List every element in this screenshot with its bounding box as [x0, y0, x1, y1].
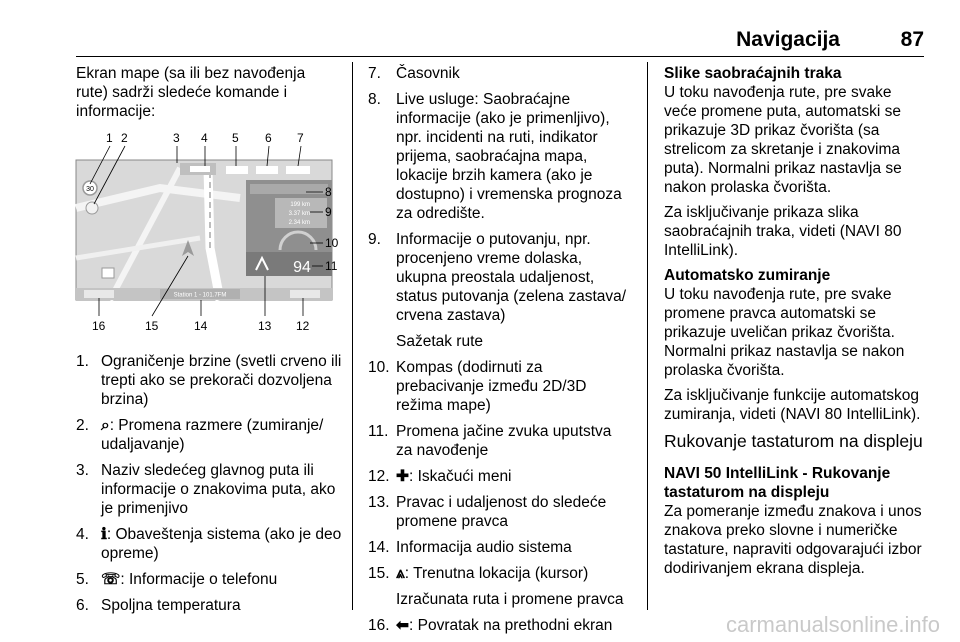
section-lane-images: [664, 64, 926, 260]
callout-9: 9: [325, 205, 332, 219]
callout-10: 10: [325, 236, 339, 250]
zoom-icon: [86, 202, 98, 214]
watermark: carmanualsonline.info: [725, 612, 940, 637]
cursor-icon: ⩓: [396, 565, 405, 582]
section-heading: Automatsko zumiranje: [664, 267, 831, 284]
search-icon: ⌕: [101, 417, 110, 434]
callout-5: 5: [232, 131, 239, 145]
column-divider-2: [647, 62, 648, 610]
callout-3: 3: [173, 131, 180, 145]
callout-2: 2: [121, 131, 128, 145]
live-services-bar: [250, 184, 328, 194]
header-rule: [76, 56, 924, 57]
intro-text: Ekran mape (sa ili bez navođenja rute) sadrži sledeće komande i informacije:: [76, 65, 306, 120]
list-item: 4. ℹ: Obaveštenja sistema (ako je deo opreme): [76, 526, 342, 562]
trip-distance-3: 2.34 km: [288, 220, 310, 226]
legend-list-1: [76, 352, 344, 622]
list-item: 16. ⬅: Povratak na prethodni ekran: [368, 617, 613, 634]
column-2: [368, 64, 632, 642]
callout-1: 1: [106, 131, 113, 145]
callout-11: 11: [325, 259, 338, 273]
clock-box: [286, 166, 310, 174]
poi-icon: [102, 268, 114, 278]
column-3: [664, 64, 926, 584]
callout-14: 14: [194, 319, 208, 333]
phone-icon: ☏: [101, 571, 121, 588]
list-item: 7. Časovnik: [368, 65, 460, 82]
column-1: [76, 64, 340, 128]
list-item: 15. ⩓: Trenutna lokacija (kursor): [368, 565, 589, 582]
list-item: 2. ⌕: Promena razmere (zumiranje/ udaljavanje): [76, 417, 324, 453]
callout-15: 15: [145, 319, 159, 333]
paragraph: Za isključivanje funkcije automatskog zumiranja, videti (NAVI 80 IntelliLink).: [664, 387, 921, 423]
callout-16: 16: [92, 319, 106, 333]
callout-13: 13: [258, 319, 272, 333]
paragraph: U toku navođenja rute, pre svake promene pravca automatski se prikazuje uveličan prikaz čvorišta. Normalni prikaz nastavlja se nakon prolaska čvorišta.: [664, 286, 905, 379]
map-screen-figure: [70, 128, 342, 346]
map-figure-svg: [70, 128, 342, 346]
paragraph: Za pomeranje između znakova i unos znakova preko slovne i numeričke tastature, napraviti odgovarajući izbor dodirivanjem ekrana displeja.: [664, 503, 922, 577]
list-item: 3. Naziv sledećeg glavnog puta ili informacije o znakovima puta, ako je primenjivo: [76, 462, 336, 517]
trip-distance-1: 199 km: [290, 202, 310, 208]
column-divider-1: [352, 62, 353, 610]
legend-list-2: [368, 64, 632, 635]
list-item: 6. Spoljna temperatura: [76, 597, 241, 614]
plus-icon: ✚: [396, 468, 409, 485]
callout-7: 7: [297, 131, 304, 145]
section-keyboard: [664, 464, 926, 578]
callouts-bottom: [92, 319, 310, 333]
back-arrow-icon: ⬅: [396, 617, 409, 634]
list-subtext: Izračunata ruta i promene pravca: [396, 591, 624, 608]
section-auto-zoom: [664, 266, 926, 424]
info-icon: ℹ: [101, 526, 107, 543]
callout-8: 8: [325, 185, 332, 199]
menu-button-icon: [290, 290, 320, 298]
page-header: [0, 0, 960, 60]
list-item: 5. ☏: Informacije o telefonu: [76, 571, 278, 588]
section-title: Navigacija: [736, 28, 840, 51]
paragraph: U toku navođenja rute, pre svake veće promene puta, automatski se prikazuje 3D prikaz čvorišta (sa strelicom za skretanje i znakovima puta). Normalni prikaz nastavlja se nakon prolaska čvorišta.: [664, 84, 902, 196]
list-item: 8. Live usluge: Saobraćajne informacije (ako je primenljivo), npr. incidenti na ruti, indikator prijema, saobraćajna mapa, lokacije brzih kamera (ako je dostupno) i vremenska prognoza za odredište.: [368, 91, 622, 222]
notification-icon: [190, 166, 210, 172]
page-number: 87: [900, 28, 924, 51]
back-button-icon: [84, 290, 114, 298]
speed-limit-text: 30: [86, 186, 94, 193]
temperature-box: [256, 166, 278, 174]
paragraph: Za isključivanje prikaza slika saobraćajnih traka, videti (NAVI 80 IntelliLink).: [664, 204, 902, 259]
callout-12: 12: [296, 319, 310, 333]
list-item: 12. ✚: Iskačući meni: [368, 468, 512, 485]
trip-distance-2: 3.37 km: [288, 211, 310, 217]
chapter-heading: Rukovanje tastaturom na displeju: [664, 431, 923, 451]
list-item: 14. Informacija audio sistema: [368, 539, 572, 556]
list-item: 9. Informacije o putovanju, npr. procenjeno vreme dolaska, ukupna preostala udaljenost, status putovanja (zelena zastava/ crvena zastava): [368, 231, 627, 324]
callouts-top: [106, 131, 304, 145]
list-item: 10. Kompas (dodirnuti za prebacivanje između 2D/3D režima mape): [368, 359, 587, 414]
next-turn-distance: 94: [293, 259, 311, 276]
phone-icon: [226, 166, 248, 174]
list-item: 11. Promena jačine zvuka uputstva za navođenje: [368, 423, 612, 459]
list-item: 13. Pravac i udaljenost do sledeće promene pravca: [368, 494, 607, 530]
callout-6: 6: [265, 131, 272, 145]
section-heading: NAVI 50 IntelliLink - Rukovanje tastaturom na displeju: [664, 465, 891, 501]
callout-4: 4: [201, 131, 208, 145]
audio-info-text: Station 1 - 101.7FM: [173, 292, 227, 299]
list-subtext: Sažetak rute: [396, 333, 484, 350]
list-item: 1. Ograničenje brzine (svetli crveno ili trepti ako se prekorači dozvoljena brzina): [76, 353, 342, 408]
section-heading: Slike saobraćajnih traka: [664, 65, 842, 82]
